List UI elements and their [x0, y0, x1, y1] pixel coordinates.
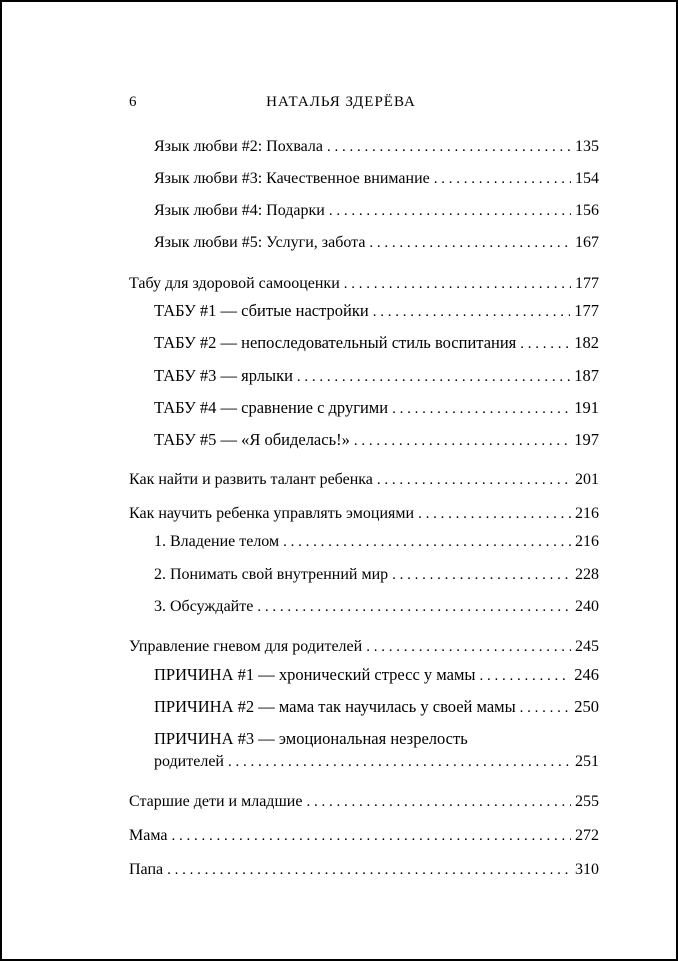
- toc-entry-title: ТАБУ #4 — сравнение с другими: [154, 398, 389, 417]
- toc-entry-love-2: [154, 135, 599, 159]
- toc-entry-love-5: [154, 231, 599, 255]
- toc-entry-page: 255: [575, 793, 599, 810]
- dot-leader: [520, 696, 571, 720]
- toc-entry-emotions: [129, 502, 599, 526]
- toc-entry-page: 154: [575, 170, 599, 187]
- dot-leader: [344, 272, 571, 296]
- toc-entry-page: 156: [575, 202, 599, 219]
- toc-entry-anger: [129, 635, 599, 659]
- toc-entry-page: 197: [574, 430, 599, 449]
- toc-entry-taboo-5: [154, 428, 599, 452]
- toc-entry-talent: [129, 468, 599, 492]
- toc-entry-title: ТАБУ #2 — непоследовательный стиль воспитания: [154, 333, 517, 352]
- toc-entry-mom: [129, 824, 599, 848]
- toc-entry-emotions-2: [154, 563, 599, 587]
- dot-leader: [369, 231, 571, 255]
- toc-entry-emotions-3: [154, 595, 599, 619]
- dot-leader: [228, 750, 571, 774]
- toc-entry-taboo-4: [154, 396, 599, 420]
- dot-leader: [520, 332, 570, 356]
- toc-entry-title: 2. Понимать свой внутренний мир: [154, 566, 389, 583]
- toc-entry-page: 245: [575, 638, 599, 655]
- toc-entry-cause-2: [154, 695, 599, 719]
- toc-entry-title: Язык любви #5: Услуги, забота: [154, 234, 366, 251]
- toc-entry-page: 250: [574, 697, 599, 716]
- toc-entry-title: Табу для здоровой самооценки: [129, 275, 340, 292]
- dot-leader: [392, 397, 570, 421]
- toc-entry-page: 310: [575, 861, 599, 878]
- toc-entry-page: 240: [575, 598, 599, 615]
- toc-entry-emotions-1: [154, 530, 599, 554]
- toc-entry-title: ТАБУ #3 — ярлыки: [154, 366, 293, 385]
- toc-entry-title: Мама: [129, 827, 168, 844]
- dot-leader: [297, 365, 570, 389]
- toc-entry-page: 251: [575, 753, 599, 770]
- dot-leader: [327, 135, 571, 159]
- toc-entry-page: 177: [574, 301, 599, 320]
- running-head: [2, 91, 678, 113]
- toc-entry-title: Как найти и развить талант ребенка: [129, 471, 373, 488]
- toc-entry-title: 3. Обсуждайте: [154, 598, 254, 615]
- author-name: НАТАЛЬЯ ЗДЕРЁВА: [266, 94, 416, 110]
- toc-entry-cause-3: [154, 750, 599, 774]
- toc-entry-page: 201: [575, 471, 599, 488]
- toc-entry-title: родителей: [154, 753, 224, 770]
- toc-entry-title: ПРИЧИНА #2 — мама так научилась у своей мамы: [154, 697, 516, 716]
- toc-entry-title: 1. Владение телом: [154, 533, 280, 550]
- dot-leader: [392, 563, 571, 587]
- dot-leader: [434, 167, 571, 191]
- dot-leader: [171, 824, 571, 848]
- toc-entry-page: 135: [575, 138, 599, 155]
- dot-leader: [257, 595, 571, 619]
- dot-leader: [354, 429, 570, 453]
- toc-entry-page: 187: [574, 366, 599, 385]
- dot-leader: [377, 468, 571, 492]
- toc-entry-taboo-2: [154, 331, 599, 355]
- dot-leader: [167, 858, 571, 882]
- toc-entry-page: 167: [575, 234, 599, 251]
- toc-entry-cause-1: [154, 663, 599, 687]
- toc-entry-title: Папа: [129, 861, 164, 878]
- toc-entry-page: 216: [575, 505, 599, 522]
- dot-leader: [418, 502, 571, 526]
- toc-entry-taboo-1: [154, 299, 599, 323]
- toc-entry-title: Язык любви #2: Похвала: [154, 138, 323, 155]
- toc-entry-dad: [129, 858, 599, 882]
- toc-entry-love-3: [154, 167, 599, 191]
- toc-entry-title: Как научить ребенка управлять эмоциями: [129, 505, 415, 522]
- toc-entry-page: 246: [574, 665, 599, 684]
- toc-entry-title: Язык любви #3: Качественное внимание: [154, 170, 430, 187]
- dot-leader: [283, 530, 571, 554]
- dot-leader: [366, 635, 571, 659]
- toc-entry-taboo: [129, 272, 599, 296]
- toc-entry-title: Старшие дети и младшие: [129, 793, 303, 810]
- toc-entry-title: Язык любви #4: Подарки: [154, 202, 325, 219]
- toc-entry-cause-3-line1: ПРИЧИНА #3 — эмоциональная незрелость: [154, 729, 468, 748]
- dot-leader: [373, 300, 571, 324]
- toc-entry-page: 191: [574, 398, 599, 417]
- dot-leader: [479, 664, 570, 688]
- toc-entry-title: Управление гневом для родителей: [129, 638, 363, 655]
- toc-entry-siblings: [129, 790, 599, 814]
- toc-entry-title: ТАБУ #1 — сбитые настройки: [154, 301, 369, 320]
- toc-entry-page: 182: [574, 333, 599, 352]
- toc-entry-love-4: [154, 199, 599, 223]
- page-number: 6: [129, 94, 137, 110]
- dot-leader: [306, 790, 571, 814]
- toc-entry-page: 177: [575, 275, 599, 292]
- toc-entry-title: ТАБУ #5 — «Я обиделась!»: [154, 430, 350, 449]
- toc-entry-taboo-3: [154, 364, 599, 388]
- toc-entry-page: 272: [575, 827, 599, 844]
- toc-entry-page: 216: [575, 533, 599, 550]
- dot-leader: [329, 199, 571, 223]
- toc-entry-title: ПРИЧИНА #1 — хронический стресс у мамы: [154, 665, 476, 684]
- toc-entry-page: 228: [575, 566, 599, 583]
